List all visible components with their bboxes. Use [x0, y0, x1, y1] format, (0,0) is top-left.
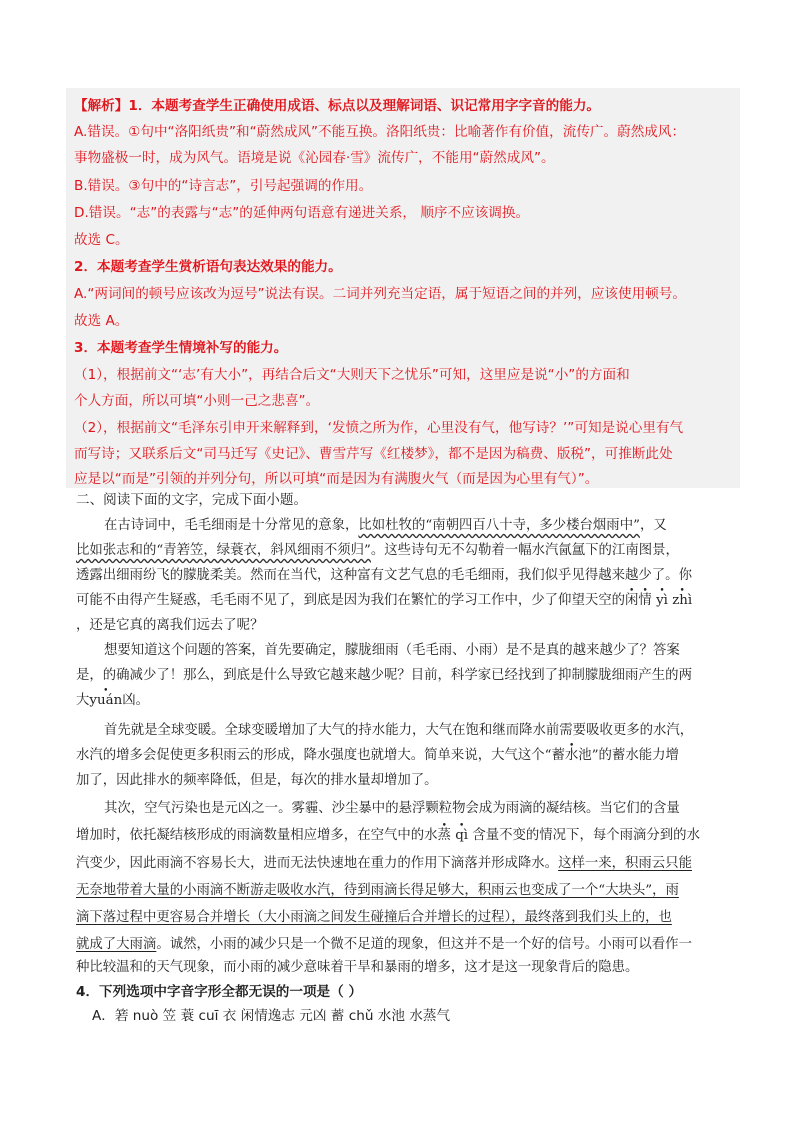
- pinyin: • zhì: [672, 593, 692, 608]
- analysis-line: 故选 C。: [74, 232, 129, 248]
- passage-line: [76, 935, 736, 955]
- analysis-line: D.错误。“志”的表露与“志”的延伸两句语意有递进关系， 顺序不应该调换。: [74, 205, 530, 221]
- text-run: 可能不由得产生疑惑，毛毛雨不见了，到底是因为我们在繁忙的学习工作中，少了仰望天空的: [76, 593, 626, 608]
- text-run: 凶。: [122, 693, 149, 708]
- text-run: ，又: [639, 518, 667, 533]
- analysis-line: A.“两词间的顿号应该改为逗号”说法有误。二词并列充当定语，属于短语之间的并列，应该使用顿号。: [74, 286, 686, 302]
- analysis-line: B.错误。③句中的“诗言志”，引号起强调的作用。: [74, 178, 373, 194]
- text-run: 水汽的增多会促使更多积雨云的形成，降水强度也就增大。简单来说，大气这个“: [76, 748, 552, 763]
- pinyin: • yì: [656, 593, 668, 608]
- passage-line: [76, 746, 736, 766]
- passage-line: [76, 854, 736, 874]
- analysis-line: 3．本题考查学生情境补写的能力。: [74, 340, 288, 356]
- passage-line: [76, 826, 736, 846]
- underlined-sentence: 滴下落过程中更容易合并增长（大小雨滴之间发生碰撞后合并增长的过程），最终落到我们头上的，也: [76, 910, 672, 925]
- passage-line: ，还是它真的离我们远去了呢？: [76, 618, 264, 633]
- analysis-line: A.错误。①句中“洛阳纸贵”和“蔚然成风”不能互换。洛阳纸贵：比喻著作有价值，流传广。蔚然成风：: [74, 124, 686, 140]
- analysis-line: 【解析】1．本题考查学生正确使用成语、标点以及理解词语、识记常用字字音的能力。: [74, 98, 601, 114]
- dotted-char: 情: [638, 593, 652, 608]
- text-run: 。诚然，小雨的减少只是一个微不足道的现象，但这并不是一个好的信号。小雨可以看作一: [156, 937, 692, 952]
- passage-line: [76, 881, 736, 901]
- underlined-sentence: 无奈地带着大量的小雨滴不断游走吸收水汽，待到雨滴长得足够大，积雨云也变成了一个“大块头”，雨: [76, 883, 679, 898]
- analysis-line: 而写诗；又联系后文“司马迁写《史记》、曹雪芹写《红楼梦》，都不是因为稿费、版税”，可推断此处: [74, 446, 673, 462]
- question-4-stem: 4．下列选项中字音字形全都无误的一项是（ ）: [76, 984, 363, 1000]
- analysis-line: （2），根据前文“毛泽东引申开来解释到，‘发愤之所为作，心里没有气，他写诗？’”可知是说心里有气: [74, 420, 684, 436]
- pinyin: • qì: [455, 828, 468, 843]
- wavy-underlined-quote: 比如张志和的“青箬笠，绿蓑衣，斜风细雨不须归”: [76, 543, 371, 558]
- analysis-line: 事物盛极一时，成为风气。语境是说《沁园春·雪》流传广，不能用“蔚然成风”。: [74, 150, 555, 166]
- analysis-line: 应是以“而是”引领的并列分句，所以可填“而是因为有满腹火气（而是因为心里有气）”。: [74, 471, 599, 487]
- analysis-line: （1），根据前文“‘志’有大小”，再结合后文“大则天下之忧乐”可知，这里应是说“小”的方面和: [74, 367, 630, 383]
- passage-line: 加了，因此排水的频率降低，但是，每次的排水量却增加了。: [76, 773, 438, 788]
- passage-line: [76, 541, 736, 561]
- text-run: ”的蓄水能力增: [591, 748, 679, 763]
- passage-line: 想要知道这个问题的答案，首先要确定，朦胧细雨（毛毛雨、小雨）是不是真的越来越少了？答案: [104, 643, 680, 658]
- passage-line: 其次，空气污染也是元凶之一。雾霾、沙尘暴中的悬浮颗粒物会成为雨滴的凝结核。当它们的含量: [104, 801, 680, 816]
- text-run: 含量不变的情况下，每个雨滴分到的水: [472, 828, 700, 843]
- text-run: 增加时，依托凝结核形成的雨滴数量相应增多，在空气中的水: [76, 828, 438, 843]
- wavy-underlined-quote: 比如杜牧的“南朝四百八十寺，多少楼台烟雨中”: [358, 518, 640, 533]
- dotted-char: 蒸: [437, 828, 451, 843]
- text-run: 在古诗词中，毛毛细雨是十分常见的意象，: [104, 518, 359, 533]
- passage-line: [76, 691, 736, 711]
- passage-line: [76, 591, 736, 611]
- passage-line: 种比较温和的天气现象，而小雨的减少意味着干旱和暴雨的增多，这才是这一现象背后的隐患。: [76, 960, 639, 975]
- underlined-sentence: 就成了大雨滴: [76, 937, 157, 952]
- passage-line: [104, 516, 764, 536]
- text-run: 大: [76, 693, 90, 708]
- section-heading: 二、阅读下面的文字，完成下面小题。: [76, 492, 308, 508]
- text-run: 。这些诗句无不勾勒着一幅水汽氤氲下的江南图景，: [370, 543, 679, 558]
- pinyin: • yuán: [89, 693, 122, 708]
- dotted-word: 蓄水池: [551, 748, 592, 763]
- passage-line: 首先就是全球变暖。全球变暖增加了大气的持水能力，大气在饱和继而降水前需要吸收更多的水汽，: [104, 723, 694, 738]
- analysis-line: 个人方面，所以可填“小则一己之悲喜”。: [74, 393, 320, 409]
- analysis-line: 2．本题考查学生赏析语句表达效果的能力。: [74, 259, 342, 275]
- text-run: 汽变少，因此雨滴不容易长大，进而无法快速地在重力的作用下滴落并形成降水。: [76, 856, 559, 871]
- underlined-sentence: 这样一来，积雨云只能: [558, 856, 692, 871]
- dotted-char: 闲: [625, 593, 639, 608]
- passage-line: 透露出细雨纷飞的朦胧柔美。然而在当代，这种富有文艺气息的毛毛细雨，我们似乎见得越来越少了。你: [76, 568, 692, 583]
- analysis-line: 故选 A。: [74, 313, 129, 329]
- passage-line: 是，的确减少了！那么，到底是什么导致它越来越少呢？目前，科学家已经找到了抑制朦胧细雨产生的两: [76, 668, 692, 683]
- question-4-option-a: A．箬 nuò 笠 蓑 cuī 衣 闲情逸志 元凶 蓄 chǔ 水池 水蒸气: [92, 1008, 451, 1024]
- passage-line: [76, 908, 736, 928]
